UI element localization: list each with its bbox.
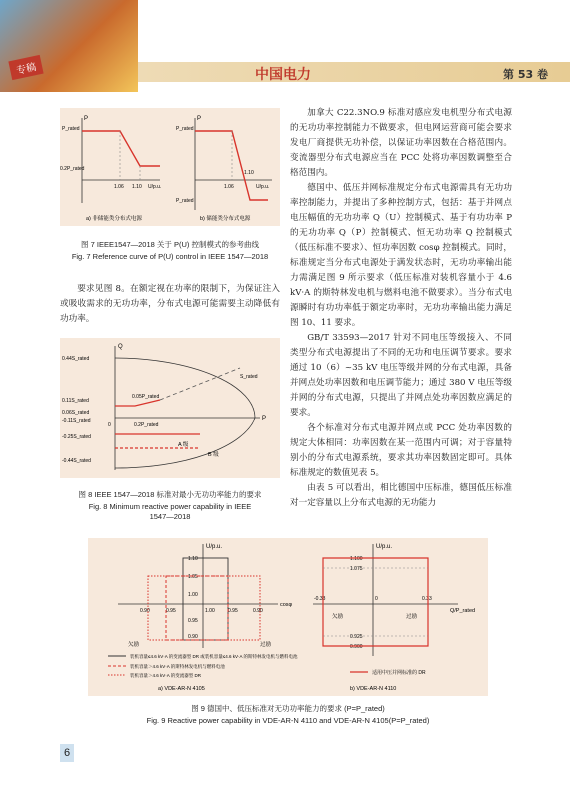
fig9b-legend: 适用中压并网标准的 DR (372, 670, 426, 676)
figure-9 (88, 538, 488, 696)
fig8-xtick-1: 0.05P_rated (132, 394, 160, 400)
fig8-xtick-2: 0.2P_rated (134, 422, 159, 428)
volume-label: 第 53 卷 (503, 68, 548, 81)
fig7-caption-cn: 图 7 IEEE1547—2018 关于 P(U) 控制模式的参考曲线 (81, 240, 259, 249)
fig8-ytick-1: 0.44S_rated (62, 356, 90, 362)
fig9a-legend-3: 装机容量＞4.6 kV·A 的变流器型 DR (130, 673, 202, 678)
fig8-y-axis: Q (118, 344, 123, 350)
fig8-label-b: B 级 (208, 452, 219, 458)
paragraph-1: 加拿大 C22.3NO.9 标准对感应发电机型分布式电源的无功功率控制能力不做要求，但电网运营商可能会要求发电厂商提供无功补偿，以保证功率因数在合格范围内。变流器型分布式电源应当在 PCC 处将功率因数调整至合格范围内。 (290, 108, 512, 178)
fig7b-y-axis: P (197, 116, 202, 122)
fig9a-ytick-4: 0.95 (188, 618, 198, 624)
fig9b-under: 欠励 (332, 614, 344, 620)
fig9a-label: a) VDE-AR-N 4105 (158, 686, 205, 692)
fig7b-tick-1: 1.06 (224, 184, 234, 190)
fig9a-legend-2: 装机容量＞4.6 kV·A 的斯特林发电机与燃料电池 (130, 664, 225, 669)
fig9b-ytick-2: 1.075 (350, 566, 363, 572)
fig7b-prated: P_rated (176, 126, 194, 132)
paragraph-3: GB/T 33593—2017 针对不同电压等级接入、不同类型分布式电源提出了不同的无功和电压调节要求。要求通过 10（6）~35 kV 电压等级并网的分布式电源，具备并网点处功率因数和电压调节能力；通过 380 V 电压等级并网的分布式电源，只提出了并网点处功率因数应满足的要求。 (290, 333, 512, 418)
fig7a-label: a) 非储能类分布式电源 (86, 216, 142, 222)
fig9-panel-b (313, 544, 475, 692)
fig9a-over: 过励 (260, 642, 272, 648)
fig7a-tick-3: U/p.u. (148, 184, 162, 190)
paragraph-5: 由表 5 可以看出，相比德国中压标准，德国低压标准对一定容量以上分布式电源的无功能力 (290, 483, 512, 508)
fig7b-prated-neg: P_rated (176, 198, 194, 204)
fig9-caption-en: Fig. 9 Reactive power capability in VDE-AR-N 4110 and VDE-AR-N 4105(P=P_rated) (146, 716, 430, 725)
fig8-xtick-4: 0 (108, 422, 111, 428)
fig7a-tick-1: 1.06 (114, 184, 124, 190)
fig8-ytick-6: -0.44S_rated (62, 458, 91, 464)
fig8-ytick-2: 0.11S_rated (62, 398, 89, 404)
fig7b-x-axis: U/p.u. (256, 184, 270, 190)
figure-7-plots (60, 108, 280, 226)
fig8-ytick-4: -0.11S_rated (62, 418, 91, 424)
fig8-xtick-3: S_rated (240, 374, 258, 380)
fig9a-xtick-3: 1.00 (205, 608, 215, 614)
fig9a-y-axis: U/p.u. (206, 544, 223, 550)
fig9a-ytick-5: 0.90 (188, 634, 198, 640)
paragraph-2: 德国中、低压并网标准规定分布式电源需具有无功功率控制能力，并提出了多种控制方式，包括：基于并网点电压幅值的无功功率 Q（U）控制模式、基于有功功率 P 的无功功率 Q（P）控制模式、恒无功功率 Q 控制模式（低压标准不要求）、恒功率因数 cosφ 控制模式。同时，标准规定当分布式电源处于满发状态时，无功功率输出能力需满足图 9 所示要求（低压标准对装机容量小于 4.6 kV·A 的斯特林发电机与燃料电池不做要求）。当分布式电源瞬时有功功率低于额定功率时，无功功率输出能力满足图 10、11 要求。 (290, 183, 512, 328)
fig7a-y-axis: P (84, 116, 89, 122)
fig9a-xtick-5: 0.90 (253, 608, 263, 614)
fig9a-ytick-2: 1.05 (188, 574, 198, 580)
figure-9-plots (88, 538, 488, 696)
fig9b-over: 过励 (406, 614, 418, 620)
fig9b-xtick-2: 0 (375, 596, 378, 602)
fig9b-y-axis: U/p.u. (376, 544, 393, 550)
fig7-panel-b (176, 116, 272, 222)
fig9b-label: b) VDE-AR-N 4110 (350, 686, 397, 692)
left-body-text: 要求见图 8。在额定视在功率的限制下，为保证注入或吸收需求的无功功率，分布式电源可能需要主动降低有功功率。 (60, 284, 280, 324)
fig9b-ytick-3: 0.925 (350, 634, 363, 640)
fig7b-tick-2: 1.10 (244, 170, 254, 176)
fig7a-p02: 0.2P_rated (60, 166, 85, 172)
fig9a-under: 欠励 (128, 642, 140, 648)
fig9b-ytick-4: 0.900 (350, 644, 363, 650)
fig9a-x-axis: cosφ (280, 602, 293, 608)
fig8-ytick-3: 0.06S_rated (62, 410, 90, 416)
figure-8-plot (60, 338, 280, 478)
journal-title: 中国电力 (255, 67, 311, 83)
page-number: 6 (60, 744, 74, 762)
right-body-text (290, 106, 512, 511)
fig9a-ytick-3: 1.00 (188, 592, 198, 598)
fig9a-xtick-2: 0.95 (166, 608, 176, 614)
paragraph-4: 各个标准对分布式电源并网点或 PCC 处功率因数的规定大体相同：功率因数在某一范围内可调；对于容量特别小的分布式电源系统，要求其功率因数固定即可。具体标准规定的数值见表 5。 (290, 423, 512, 478)
fig9-caption-cn: 图 9 德国中、低压标准对无功功率能力的要求 (P=P_rated) (191, 704, 385, 713)
fig8-x-axis: P (262, 416, 267, 422)
fig9b-ytick-1: 1.100 (350, 556, 363, 562)
fig7a-tick-2: 1.10 (132, 184, 142, 190)
fig9-panel-a (108, 544, 298, 692)
header-banner-image (0, 0, 138, 92)
fig7-caption-en: Fig. 7 Reference curve of P(U) control in IEEE 1547—2018 (71, 252, 269, 261)
fig7-panel-a (60, 116, 161, 222)
fig7b-label: b) 储能类分布式电源 (200, 216, 251, 222)
fig8-caption-cn: 图 8 IEEE 1547—2018 标准对最小无功功率能力的要求 (78, 490, 262, 499)
fig9a-ytick-1: 1.10 (188, 556, 198, 562)
fig9b-x-axis: Q/P_rated (450, 608, 476, 614)
fig9a-legend-1: 装机容量≤4.6 kV·A 的变流器型 DR 或装机容量≤4.6 kV·A 的斯特林发电机与燃料电池 (130, 654, 298, 659)
figure-8 (60, 338, 280, 478)
fig9a-xtick-1: 0.90 (140, 608, 150, 614)
fig9b-xtick-3: 0.33 (422, 596, 432, 602)
section-tag: 专稿 (8, 55, 43, 80)
fig9b-xtick-1: -0.33 (314, 596, 326, 602)
fig8-label-a: A 级 (178, 442, 189, 448)
fig8-caption-en: Fig. 8 Minimum reactive power capability in IEEE 1547—2018 (88, 502, 252, 521)
fig8-ytick-5: -0.25S_rated (62, 434, 91, 440)
figure-7 (60, 108, 280, 226)
fig7a-prated: P_rated (62, 126, 80, 132)
fig9a-xtick-4: 0.95 (228, 608, 238, 614)
